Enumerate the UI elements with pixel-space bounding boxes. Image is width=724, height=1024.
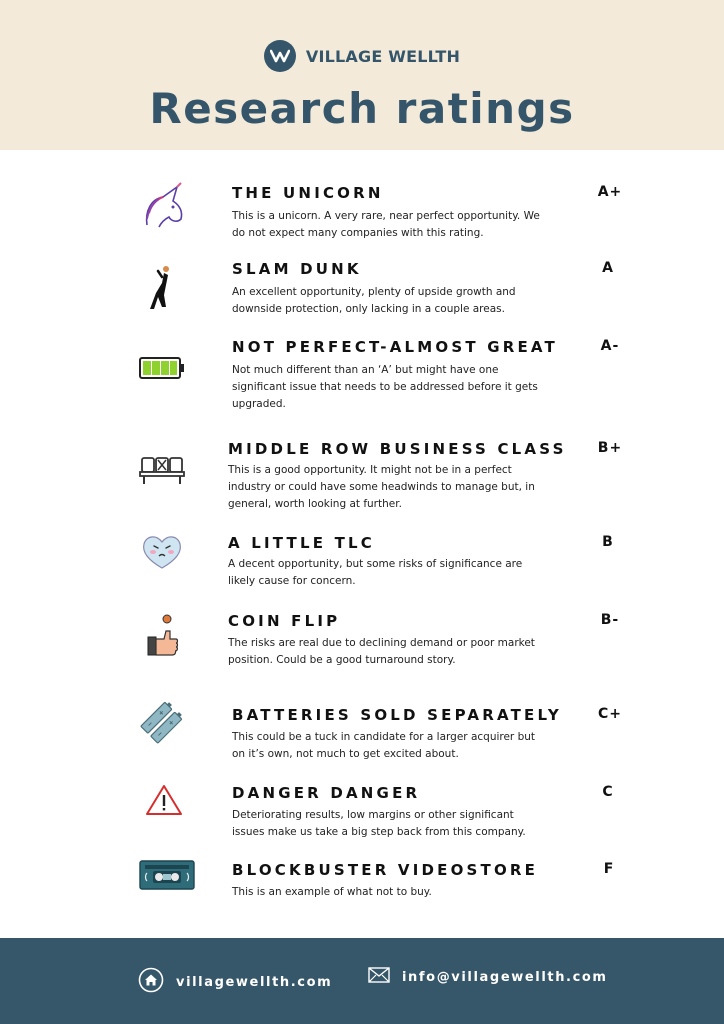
rating-grade: F (603, 861, 615, 877)
rating-title: A LITTLE TLC (228, 534, 376, 552)
heart-face-icon (136, 526, 188, 578)
footer-email[interactable] (368, 967, 608, 987)
home-icon (138, 967, 164, 997)
rating-description: Not much different than an ‘A’ but might have one significant issue that needs to be addressed before it gets upgraded. (232, 364, 538, 410)
rating-description: An excellent opportunity, plenty of upside growth and downside protection, only lacking in a couple areas. (232, 286, 516, 315)
page-title: Research ratings (149, 84, 575, 133)
batteries-icon (136, 696, 188, 748)
rating-description: This is an example of what not to buy. (232, 886, 432, 898)
rating-description: This is a good opportunity. It might not be in a perfect industry or could have some headwinds to manage but, in general, worth looking at further. (228, 464, 535, 510)
rating-description: The risks are real due to declining demand or poor market position. Could be a good turnaround story. (228, 637, 535, 666)
mail-icon (368, 967, 390, 987)
unicorn-icon (136, 180, 188, 232)
rating-description: This is a unicorn. A very rare, near perfect opportunity. We do not expect many companies with this rating. (232, 210, 540, 239)
header-band (0, 0, 724, 150)
rating-title: BLOCKBUSTER VIDEOSTORE (232, 861, 539, 879)
brand (0, 40, 724, 72)
vw-logo-icon (264, 40, 296, 72)
rating-grade: B+ (597, 440, 623, 456)
rating-grade: C+ (597, 706, 622, 722)
rating-title: COIN FLIP (228, 612, 341, 630)
rating-title: NOT PERFECT-ALMOST GREAT (232, 338, 558, 356)
rating-title: THE UNICORN (232, 184, 384, 202)
warning-icon (138, 774, 190, 826)
brand-name: VILLAGE WELLTH (305, 46, 461, 66)
basketball-player-icon (136, 262, 188, 314)
rating-grade: B (602, 534, 614, 550)
battery-icon (136, 342, 188, 394)
rating-description: Deteriorating results, low margins or other significant issues make us take a big step back from this company. (232, 809, 526, 838)
rating-title: DANGER DANGER (232, 784, 421, 802)
website-link[interactable]: villagewellth.com (176, 974, 333, 990)
coin-flip-icon (136, 610, 188, 662)
rating-title: MIDDLE ROW BUSINESS CLASS (228, 440, 567, 458)
footer-website[interactable] (138, 967, 332, 997)
rating-grade: A- (600, 338, 620, 354)
rating-grade: B- (600, 612, 620, 628)
rating-grade: A+ (597, 184, 623, 200)
rating-grade: C (602, 784, 614, 800)
rating-description: This could be a tuck in candidate for a larger acquirer but on it’s own, not much to get excited about. (232, 731, 536, 760)
rating-description: A decent opportunity, but some risks of significance are likely cause for concern. (228, 558, 523, 587)
email-link[interactable]: info@villagewellth.com (402, 969, 608, 985)
rating-title: SLAM DUNK (232, 260, 362, 278)
vhs-tape-icon (138, 849, 196, 901)
seats-icon (136, 442, 188, 494)
rating-grade: A (602, 260, 614, 276)
footer (0, 938, 724, 1024)
rating-title: BATTERIES SOLD SEPARATELY (232, 706, 562, 724)
